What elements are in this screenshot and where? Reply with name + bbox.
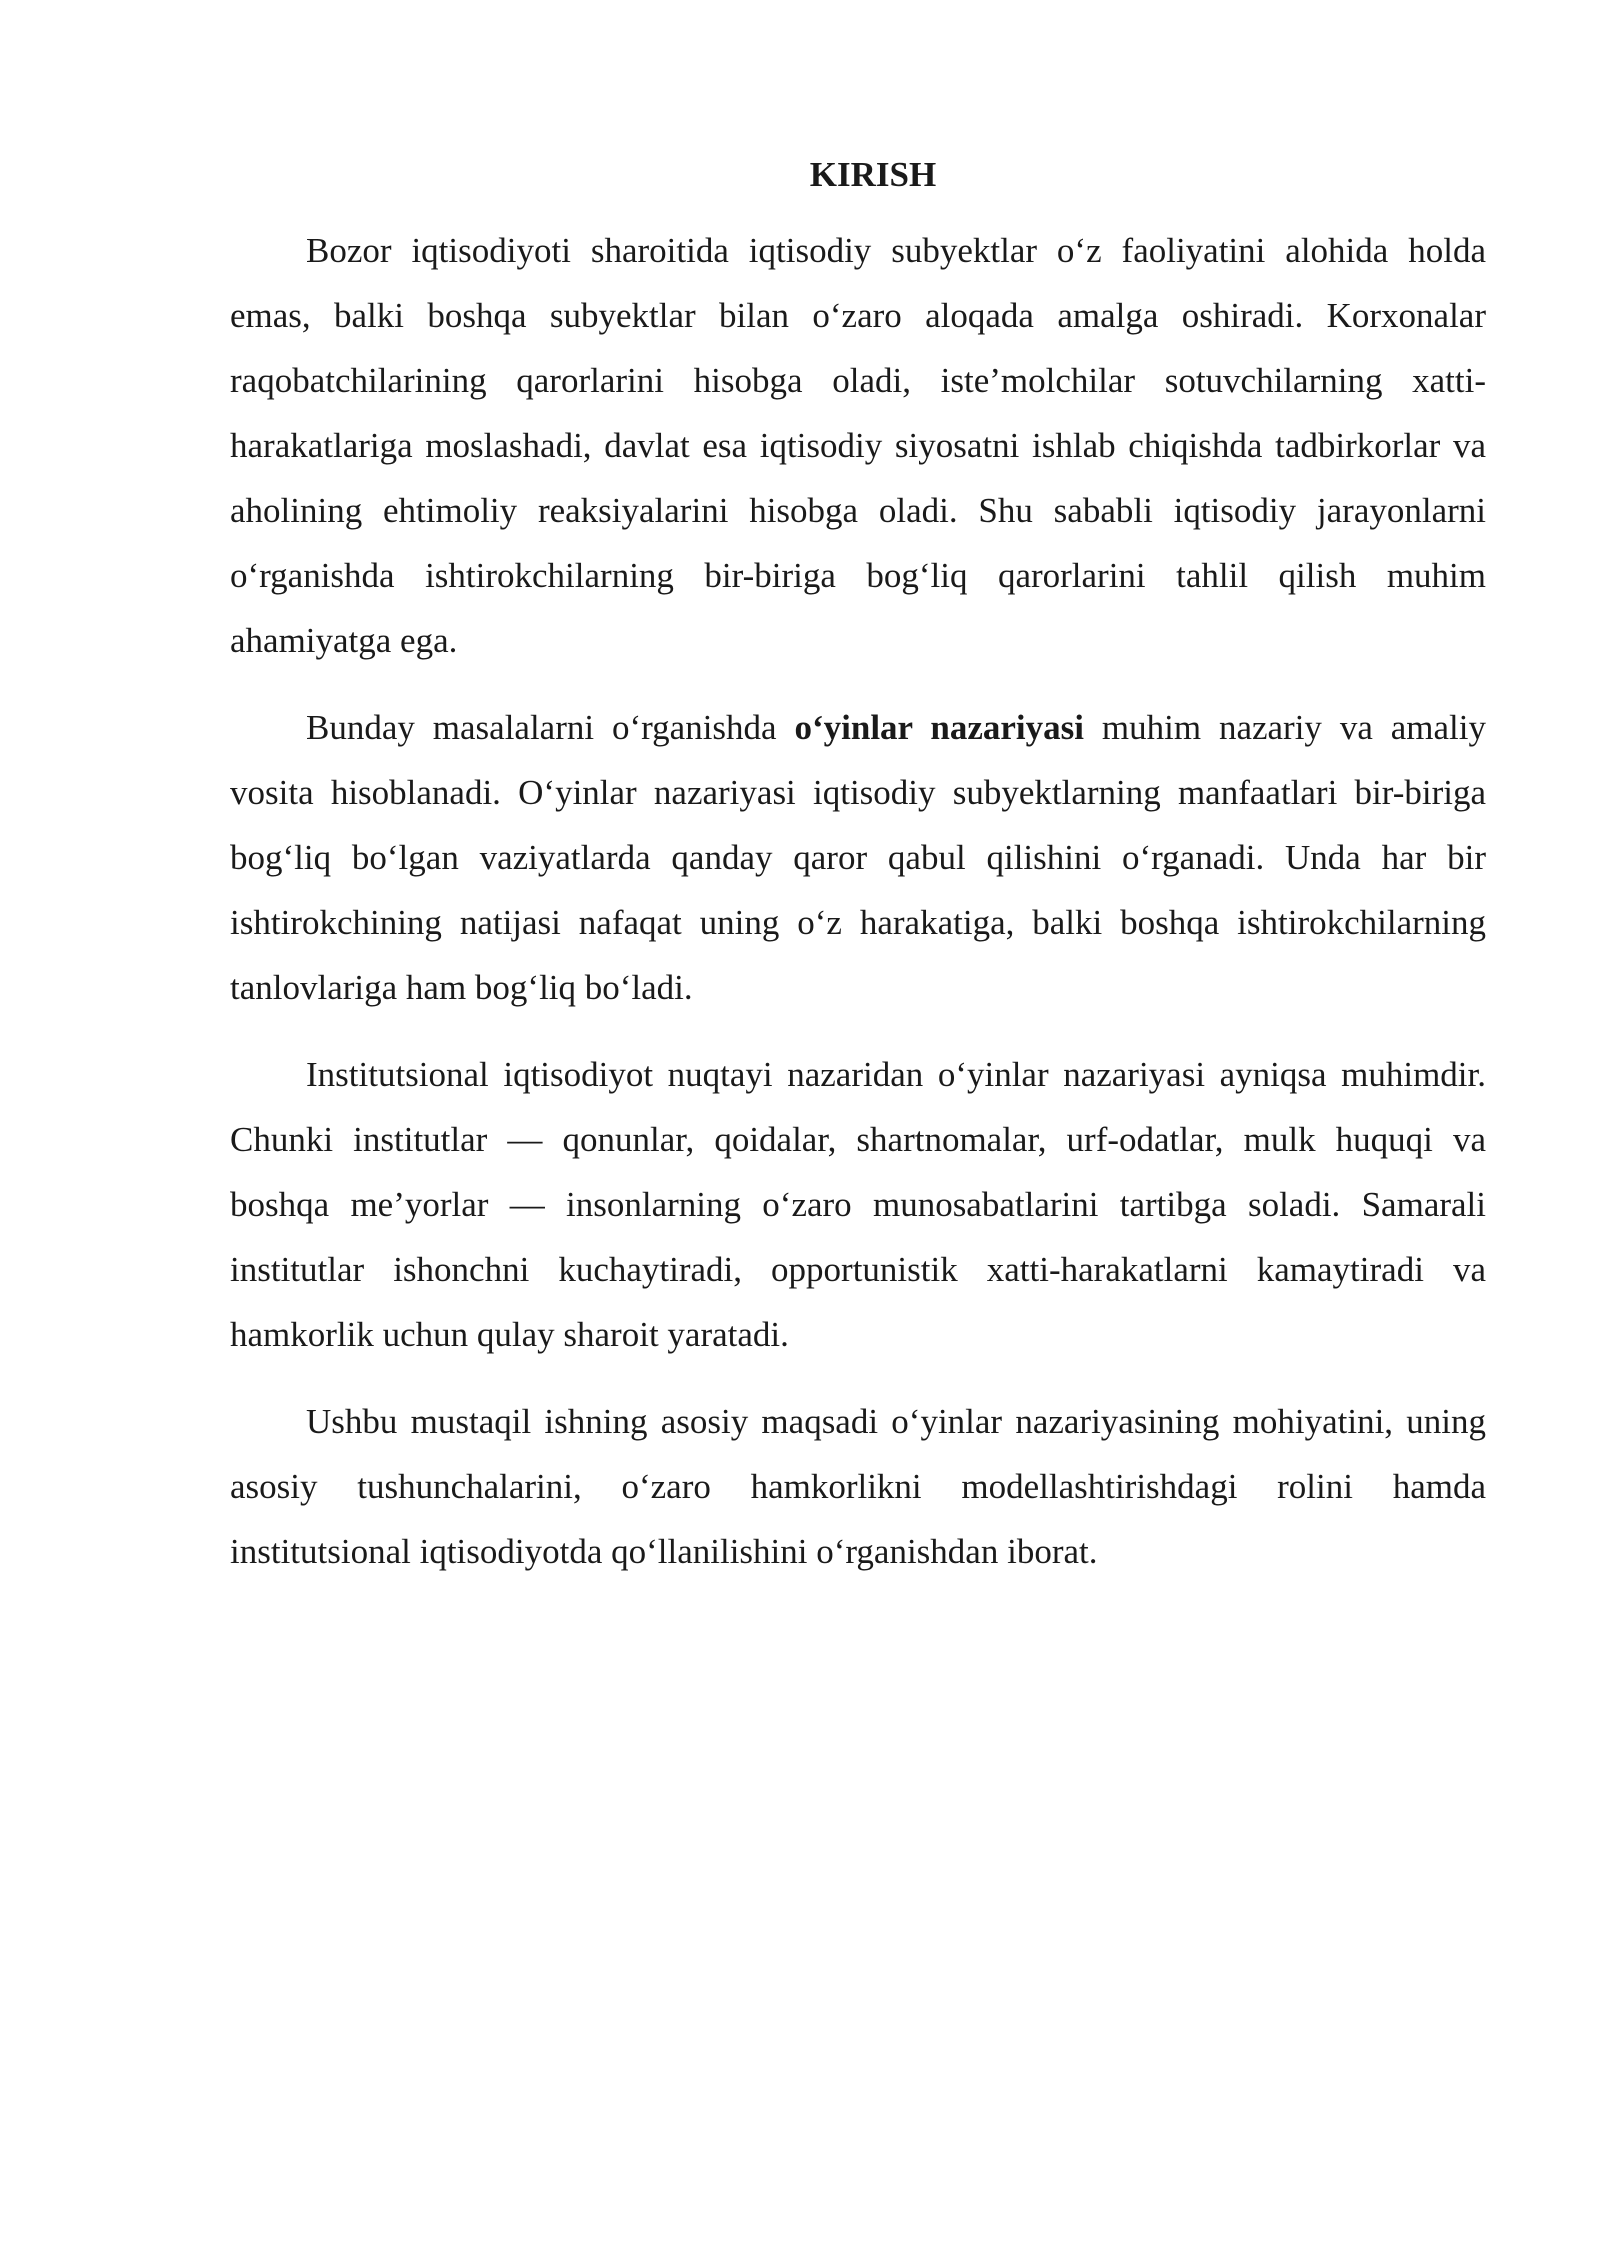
paragraph-3: Institutsional iqtisodiyot nuqtayi nazaridan o‘yinlar nazariyasi ayniqsa muhimdir. Chunki institutlar — qonunlar, qoidalar, shartnomalar, urf-odatlar, mulk huquqi va boshqa me’yorlar — insonlarning o‘zaro munosabatlarini tartibga soladi. Samarali institutlar ishonchni kuchaytiradi, opportunistik xatti-harakatlarni kamaytiradi va hamkorlik uchun qulay sharoit yaratadi. [230,1055,1486,1354]
paragraph-2-lead: Bunday masalalarni o‘rganishda [306,708,795,747]
paragraph-2 [230,695,1486,1020]
section-heading: KIRISH [809,155,937,194]
paragraph-1: Bozor iqtisodiyoti sharoitida iqtisodiy subyektlar o‘z faoliyatini alohida holda emas, balki boshqa subyektlar bilan o‘zaro aloqada amalga oshiradi. Korxonalar raqobatchilarining qarorlarini hisobga oladi, iste’molchilar sotuvchilarning xatti-harakatlariga moslashadi, davlat esa iqtisodiy siyosatni ishlab chiqishda tadbirkorlar va aholining ehtimoliy reaksiyalarini hisobga oladi. Shu sababli iqtisodiy jarayonlarni o‘rganishda ishtirokchilarning bir-biriga bog‘liq qarorlarini tahlil qilish muhim ahamiyatga ega. [230,231,1486,660]
paragraph-4: Ushbu mustaqil ishning asosiy maqsadi o‘yinlar nazariyasining mohiyatini, uning asosiy tushunchalarini, o‘zaro hamkorlikni modellashtirishdagi rolini hamda institutsional iqtisodiyotda qo‘llanilishini o‘rganishdan iborat. [230,1402,1486,1571]
paragraph-2-bold-term: o‘yinlar nazariyasi [794,708,1084,747]
paragraph-2-rest: muhim nazariy va amaliy vosita hisoblanadi. O‘yinlar nazariyasi iqtisodiy subyektlarning manfaatlari bir-biriga bog‘liq bo‘lgan vaziyatlarda qanday qaror qabul qilishini o‘rganadi. Unda har bir ishtirokchining natijasi nafaqat uning o‘z harakatiga, balki boshqa ishtirokchilarning tanlovlariga ham bog‘liq bo‘ladi. [230,708,1486,1007]
document-page [230,150,1486,1606]
